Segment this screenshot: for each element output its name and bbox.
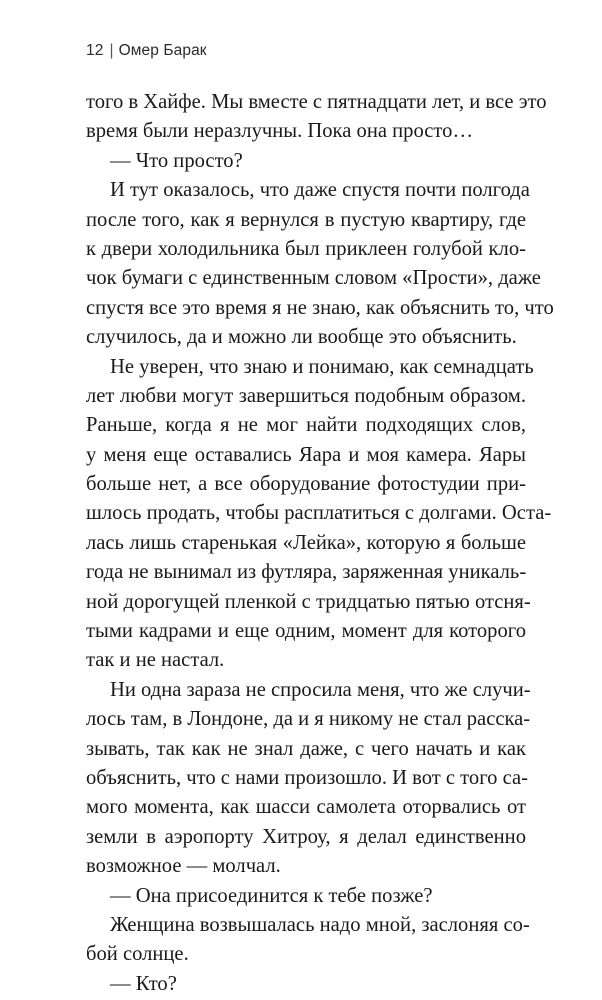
page-number: 12 [86, 42, 104, 59]
text-line: лось там, в Лондоне, да и я никому не стал расска- [86, 708, 531, 731]
text-line: случилось, да и можно ли вообще это объяснить. [86, 326, 517, 349]
text-line: к двери холодильника был приклеен голубой кло- [86, 237, 526, 260]
header-separator: | [109, 42, 114, 59]
text-line: И тут оказалось, что даже спустя почти полгода [110, 179, 530, 202]
text-line: возможное — молчал. [86, 855, 281, 878]
text-line: больше нет, а все оборудование фотостудии при- [86, 473, 526, 496]
text-line: время были неразлучны. Пока она просто… [86, 120, 474, 143]
text-line: ной дорогущей пленкой с тридцатью пятью отсня- [86, 590, 531, 613]
text-line: мого момента, как шасси самолета оторвались от [86, 796, 526, 819]
text-line: того в Хайфе. Мы вместе с пятнадцати лет, и все это [86, 91, 547, 113]
text-line: у меня еще оставались Яара и моя камера. Яары [86, 443, 526, 466]
text-line: Женщина возвышалась надо мной, заслоняя со- [110, 913, 530, 936]
dialogue-line: — Что просто? [110, 149, 243, 172]
text-line: земли в аэропорту Хитроу, я делал единственно [86, 825, 526, 848]
text-line: тыми кадрами и еще одним, момент для которого [86, 620, 526, 643]
text-line: года не вынимал из футляра, заряженная уникаль- [86, 561, 527, 584]
text-line: зывать, так как не знал даже, с чего начать и как [86, 737, 526, 760]
text-line: Ни одна зараза не спросила меня, что же случи- [110, 678, 531, 701]
running-header [86, 42, 207, 60]
text-line: после того, как я вернулся в пустую квартиру, где [86, 208, 526, 231]
text-line: спустя все это время я не знаю, как объяснить то, что [86, 296, 554, 319]
text-line: так и не настал. [86, 649, 225, 672]
text-line: чок бумаги с единственным словом «Прости», даже [86, 267, 541, 290]
text-line: лась лишь старенькая «Лейка», которую я больше [86, 531, 526, 554]
text-line: Не уверен, что знаю и понимаю, как семнадцать [110, 355, 534, 378]
author-name: Омер Барак [118, 42, 207, 59]
body-text [86, 88, 554, 999]
dialogue-line: — Она присоединится к тебе позже? [110, 884, 433, 907]
text-line: бой солнце. [86, 943, 189, 966]
text-line: объяснить, что с нами произошло. И вот с того са- [86, 766, 528, 789]
text-line: шлось продать, чтобы расплатиться с долгами. Оста- [86, 502, 552, 525]
dialogue-line: — Кто? [110, 972, 177, 995]
text-line: лет любви могут завершиться подобным образом. [86, 384, 526, 407]
text-line: Раньше, когда я не мог найти подходящих слов, [86, 414, 526, 437]
